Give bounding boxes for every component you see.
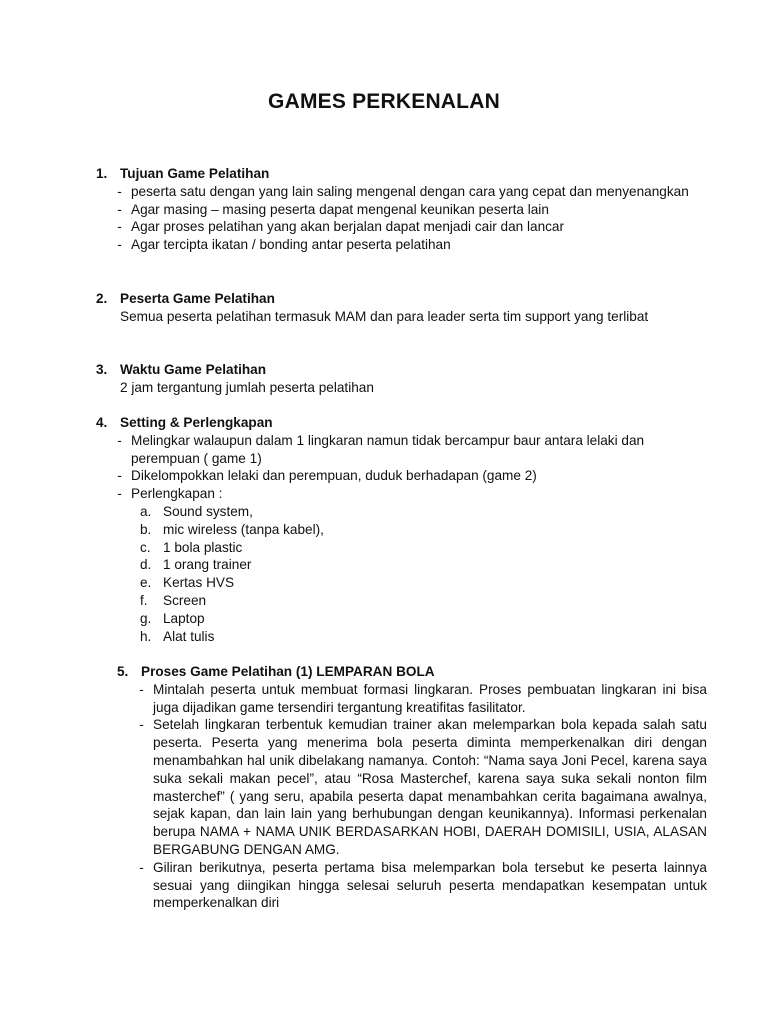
list-item-text: Dikelompokkan lelaki dan perempuan, duduk berhadapan (game 2) (131, 468, 537, 484)
section-number: 5. (117, 664, 129, 679)
equipment-letter: h. (140, 628, 152, 644)
list-item (130, 681, 707, 717)
dash-bullet: - (117, 219, 122, 235)
dash-bullet: - (117, 201, 122, 217)
section-body: Semua peserta pelatihan termasuk MAM dan para leader serta tim support yang terlibat (120, 308, 649, 324)
section-heading (96, 361, 706, 379)
section-heading (96, 414, 706, 432)
list-item (108, 183, 706, 201)
section-number: 3. (96, 362, 108, 377)
equipment-item (140, 503, 706, 521)
dash-bullet: - (117, 183, 122, 199)
section-title: Peserta Game Pelatihan (120, 291, 275, 306)
equipment-letter: d. (140, 557, 152, 573)
section-heading (96, 165, 706, 183)
equipment-letter: f. (140, 592, 148, 608)
list-item (108, 236, 706, 254)
equipment-text: Laptop (163, 610, 205, 626)
equipment-text: 1 orang trainer (163, 557, 252, 573)
list-item (108, 201, 706, 219)
equipment-item (140, 574, 706, 592)
dash-bullet: - (139, 859, 144, 875)
section-title: Proses Game Pelatihan (1) LEMPARAN BOLA (141, 664, 435, 679)
equipment-text: Alat tulis (163, 628, 215, 644)
equipment-text: Sound system, (163, 503, 253, 519)
section-tujuan (96, 165, 706, 254)
list-item (108, 432, 706, 468)
list-item (108, 485, 706, 503)
list-item-text: Melingkar walaupun dalam 1 lingkaran namun tidak bercampur baur antara lelaki dan perempuan ( game 1) (131, 432, 645, 466)
equipment-text: 1 bola plastic (163, 539, 243, 555)
equipment-item (140, 610, 706, 628)
equipment-text: Kertas HVS (163, 575, 235, 591)
page-title: GAMES PERKENALAN (268, 90, 500, 113)
section-waktu (96, 361, 706, 397)
equipment-letter: b. (140, 521, 152, 537)
section-heading (117, 663, 707, 681)
list-item-text: Agar tercipta ikatan / bonding antar peserta pelatihan (131, 237, 451, 253)
list-item-text: Agar proses pelatihan yang akan berjalan dapat menjadi cair dan lancar (131, 219, 565, 235)
equipment-letter: g. (140, 610, 152, 626)
equipment-item (140, 592, 706, 610)
list-item-text: Giliran berikutnya, peserta pertama bisa melemparkan bola tersebut ke peserta lainnya sesuai yang diingikan hingga selesai seluruh peserta mendapatkan kesempatan untuk memperkenalkan diri (153, 859, 707, 911)
section-title: Setting & Perlengkapan (120, 415, 273, 430)
list-item (130, 859, 707, 912)
section-number: 2. (96, 291, 108, 306)
section-title: Tujuan Game Pelatihan (120, 166, 270, 181)
dash-bullet: - (117, 432, 122, 448)
section-title: Waktu Game Pelatihan (120, 362, 267, 377)
list-item-text: Mintalah peserta untuk membuat formasi lingkaran. Proses pembuatan lingkaran ini bisa juga dijadikan game tersendiri tergantung kreatifitas fasilitator. (153, 681, 707, 715)
list-item-text: peserta satu dengan yang lain saling mengenal dengan cara yang cepat dan menyenangkan (131, 183, 689, 199)
section-proses (117, 663, 707, 912)
dash-bullet: - (139, 681, 144, 697)
dash-bullet: - (117, 468, 122, 484)
equipment-text: mic wireless (tanpa kabel), (163, 521, 324, 537)
equipment-item (140, 539, 706, 557)
section-body: 2 jam tergantung jumlah peserta pelatihan (120, 379, 374, 395)
equipment-letter: e. (140, 575, 152, 591)
equipment-letter: c. (140, 539, 151, 555)
equipment-item (140, 521, 706, 539)
section-setting (96, 414, 706, 645)
list-item-text: Setelah lingkaran terbentuk kemudian trainer akan melemparkan bola kepada salah satu peserta. Peserta yang menerima bola peserta diminta memperkenalkan diri dengan menambahkan hal unik dibelakang namanya. Contoh: “Nama saya Joni Pecel, karena saya suka sekali makan pecel”, atau “Rosa Masterchef, karena saya suka sekali nonton film masterchef” ( yang seru, apabila peserta dapat menambahkan cerita bagaimana awalnya, sejak kapan, dan lain lain yang berhubungan dengan keunikannya). Informasi perkenalan berupa NAMA + NAMA UNIK BERDASARKAN HOBI, DAERAH DOMISILI, USIA, ALASAN BERGABUNG DENGAN AMG. (153, 717, 707, 857)
list-item-text: Agar masing – masing peserta dapat mengenal keunikan peserta lain (131, 201, 549, 217)
equipment-item (140, 556, 706, 574)
list-item (130, 716, 707, 858)
section-number: 1. (96, 166, 108, 181)
list-item (108, 467, 706, 485)
dash-bullet: - (117, 237, 122, 253)
equipment-letter: a. (140, 503, 152, 519)
equipment-item (140, 628, 706, 646)
section-heading (96, 290, 706, 308)
list-item-text: Perlengkapan : (131, 486, 223, 502)
dash-bullet: - (139, 717, 144, 733)
equipment-text: Screen (163, 592, 207, 608)
list-item (108, 218, 706, 236)
section-peserta (96, 290, 706, 326)
dash-bullet: - (117, 486, 122, 502)
section-number: 4. (96, 415, 108, 430)
